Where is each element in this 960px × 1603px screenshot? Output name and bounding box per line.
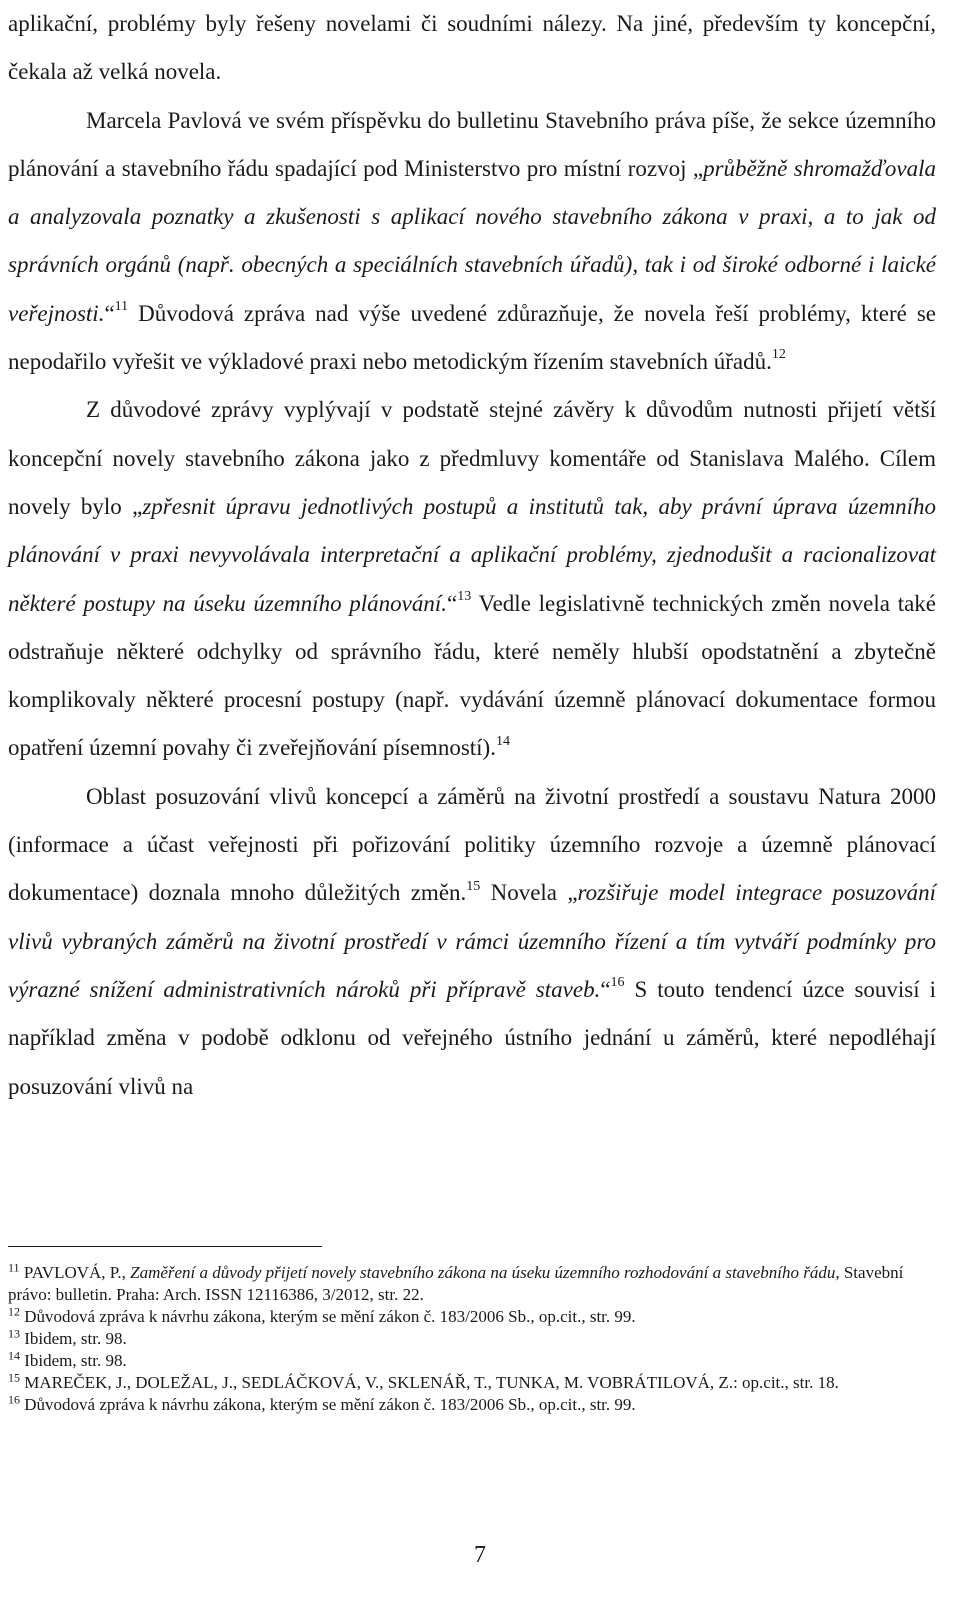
text-run: Důvodová zpráva nad výše uvedené zdůrazňuje, že novela řeší problémy, které se nepodařilo vyřešit ve výkladové praxi nebo metodickým řízením stavebních úřadů. — [8, 300, 936, 375]
footnote — [8, 1328, 936, 1350]
text-run: S touto tendencí úzce souvisí i například změna v podobě odklonu od veřejného ústního jednání u záměrů, které nepodléhají posuzování vlivů na — [8, 976, 936, 1099]
footnote-reference: 12 — [771, 347, 786, 363]
text-run: Marcela Pavlová ve svém příspěvku do bulletinu Stavebního práva píše, že sekce územního plánování a stavebního řádu spadající pod Ministerstvo pro místní rozvoj „ — [8, 107, 936, 181]
text-run: Novela „ — [480, 880, 578, 906]
italic-quote: průběžně shromažďovala a analyzovala poznatky a zkušenosti s aplikací nového stavebního zákona v praxi, a to jak od správních orgánů (např. obecných a speciálních stavebních úřadů), tak i od široké odborné i laické veřejnosti. — [8, 155, 936, 326]
text-run: Z důvodové zprávy vyplývají v podstatě stejné závěry k důvodům nutnosti přijetí větší koncepční novely stavebního zákona jako z předmluvy komentáře od Stanislava Malého. Cílem novely bylo „ — [8, 397, 936, 519]
text-run: Oblast posuzování vlivů koncepcí a záměrů na životní prostředí a soustavu Natura 2000 (informace a účast veřejnosti při pořizování politiky územního rozvoje a územně plánovací dokumentace) doznala mnoho důležitých změn. — [8, 783, 936, 906]
footnote-reference: 14 — [495, 733, 510, 749]
footnote — [8, 1394, 936, 1416]
text-run: PAVLOVÁ, P., — [19, 1263, 131, 1282]
footnote-number: 11 — [8, 1260, 20, 1275]
text-run: Důvodová zpráva k návrhu zákona, kterým se mění zákon č. 183/2006 Sb., op.cit., str. 99. — [20, 1395, 636, 1414]
text-run: “ — [447, 590, 458, 616]
footnote-number: 14 — [8, 1348, 20, 1363]
paragraph — [8, 773, 936, 1111]
paragraph — [8, 0, 936, 97]
footnote-reference: 11 — [114, 299, 129, 315]
footnote — [8, 1350, 936, 1372]
paragraph — [8, 386, 936, 772]
footnote-reference: 16 — [610, 975, 625, 991]
text-run: Vedle legislativně technických změn novela také odstraňuje některé odchylky od správního řádu, které neměly hlubší opodstatnění a zbytečně komplikovaly některé procesní postupy (např. vydávání územně plánovací dokumentace formou opatření územní povahy či zveřejňování písemností). — [8, 590, 937, 761]
italic-quote: zpřesnit úpravu jednotlivých postupů a institutů tak, aby právní úprava územního plánování v praxi nevyvolávala interpretační a aplikační problémy, zjednodušit a racionalizovat některé postupy na úseku územního plánování. — [8, 493, 937, 616]
italic-quote: rozšiřuje model integrace posuzování vlivů vybraných záměrů na životní prostředí v rámci územního řízení a tím vytváří podmínky pro výrazné snížení administrativních nároků při přípravě staveb. — [8, 880, 936, 1002]
italic-quote: Zaměření a důvody přijetí novely stavebního zákona na úseku územního rozhodování a stavebního řádu — [130, 1263, 836, 1282]
text-run: “ — [104, 300, 115, 326]
text-run: Ibidem, str. 98. — [20, 1329, 127, 1348]
text-run: Důvodová zpráva k návrhu zákona, kterým se mění zákon č. 183/2006 Sb., op.cit., str. 99. — [20, 1307, 636, 1326]
footnote — [8, 1306, 936, 1328]
footnote-reference: 13 — [457, 588, 472, 604]
footnote-reference: 15 — [466, 878, 481, 894]
paragraph — [8, 97, 936, 387]
text-run: MAREČEK, J., DOLEŽAL, J., SEDLÁČKOVÁ, V., SKLENÁŘ, T., TUNKA, M. VOBRÁTILOVÁ, Z.: op.cit., str. 18. — [20, 1373, 839, 1392]
footnote-separator — [8, 1246, 322, 1247]
text-run: , Stavební právo: bulletin. Praha: Arch. ISSN 12116386, 3/2012, str. 22. — [8, 1263, 904, 1304]
footnote-number: 15 — [8, 1370, 20, 1385]
page-number: 7 — [474, 1542, 486, 1568]
text-run: aplikační, problémy byly řešeny novelami či soudními nálezy. Na jiné, především ty koncepční, čekala až velká novela. — [8, 11, 936, 85]
text-run: Ibidem, str. 98. — [20, 1351, 127, 1370]
footnote-number: 16 — [8, 1392, 20, 1407]
body-text — [8, 0, 936, 1111]
footnote-number: 13 — [8, 1326, 20, 1341]
footnote-number: 12 — [8, 1304, 20, 1319]
footnotes — [8, 1262, 936, 1416]
footnote — [8, 1262, 936, 1306]
footnote — [8, 1372, 936, 1394]
text-run: “ — [600, 976, 611, 1002]
